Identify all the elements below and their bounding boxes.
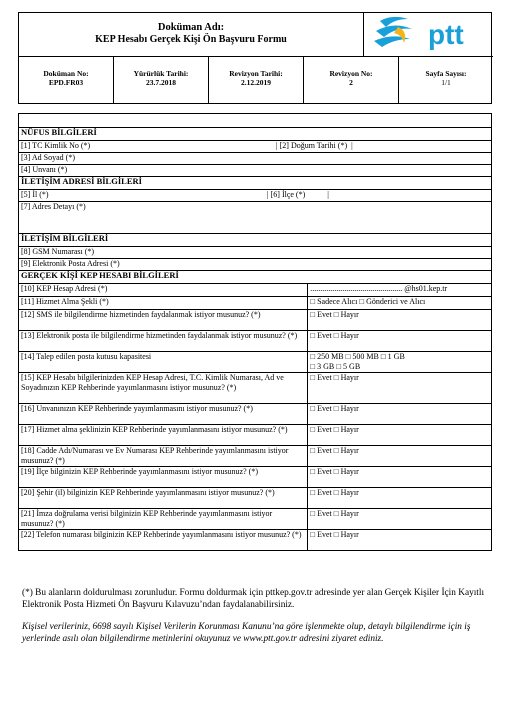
application-form [18, 113, 492, 551]
document-title [19, 13, 364, 57]
dogum-text: [2] Doğum Tarihi (*) [279, 141, 348, 150]
il-label: [5] İl (*) [21, 190, 49, 199]
required-fields-note: (*) Bu alanların doldurulması zorunludur. Formu doldurmak için pttkep.gov.tr adresinde yer alan Gerçek Kişiler İçin Kayıtlı Elektronik Posta Hizmeti Ön Başvuru Kılavuzu’ndan faydalanabilirsiniz. [22, 588, 485, 610]
adres-row[interactable] [19, 202, 492, 234]
privacy-notice: Kişisel verileriniz, 6698 sayılı Kişisel Verilerin Korunması Kanunu’na göre işlenmekte olup, detaylı bilgilendirme için iş yerlerinde asılı olan bilgilendirme metinlerini okuyunuz ve www.ptt.gov.tr adresini ziyaret ediniz. [22, 622, 471, 644]
unvan-label: [4] Unvanı (*) [21, 165, 68, 174]
unvan-row[interactable] [19, 165, 492, 177]
kep-q-21: [21] İmza doğrulama verisi bilginizin KEP Rehberinde yayımlanmasını istiyor musunuz? (*) [19, 509, 308, 530]
kep-a-21[interactable]: □ Evet □ Hayır [308, 509, 492, 530]
kep-a-13[interactable]: □ Evet □ Hayır [308, 331, 492, 352]
document-header [18, 12, 492, 104]
section-kep: GERÇEK KİŞİ KEP HESABI BİLGİLERİ [19, 271, 492, 284]
capacity-options-line1[interactable]: □ 250 MB □ 500 MB □ 1 GB [310, 352, 405, 361]
kep-q-18: [18] Cadde Adı/Numarası ve Ev Numarası KEP Rehberinde yayımlanmasını istiyor musunuz? (*) [19, 446, 308, 467]
document-meta [19, 57, 493, 104]
kep-a-20[interactable]: □ Evet □ Hayır [308, 488, 492, 509]
meta-label: Revizyon No: [329, 69, 373, 78]
ptt-logo-icon [364, 13, 491, 55]
eposta-label: [9] Elektronik Posta Adresi (*) [21, 259, 120, 268]
kep-a-11[interactable]: □ Sadece Alıcı □ Gönderici ve Alıcı [308, 297, 492, 310]
meta-page-count [399, 57, 493, 104]
meta-revision-date [209, 57, 304, 104]
section-iletisim-adres: İLETİŞİM ADRESİ BİLGİLERİ [19, 177, 492, 190]
kep-a-14[interactable] [308, 352, 492, 373]
tc-label: [1] TC Kimlik No (*) [21, 141, 91, 150]
kep-a-19[interactable]: □ Evet □ Hayır [308, 467, 492, 488]
ptt-logo [364, 13, 493, 57]
kep-q-19: [19] İlçe bilginizin KEP Rehberinde yayımlanmasını istiyor musunuz? (*) [19, 467, 308, 488]
kep-q-11: [11] Hizmet Alma Şekli (*) [19, 297, 308, 310]
meta-label: Doküman No: [43, 69, 89, 78]
dogum-label[interactable]: | [2] Doğum Tarihi (*) | [276, 141, 353, 150]
kep-q-20: [20] Şehir (il) bilginizin KEP Rehberinde yayımlanmasını istiyor musunuz? (*) [19, 488, 308, 509]
meta-value: 23.7.2018 [146, 78, 176, 87]
ilce-label[interactable]: | [6] İlçe (*) | [267, 190, 329, 199]
logo-text: ptt [428, 19, 464, 50]
kep-a-16[interactable]: □ Evet □ Hayır [308, 404, 492, 425]
il-ilce-row[interactable] [19, 190, 492, 202]
ilce-text: [6] İlçe (*) [270, 190, 306, 199]
section-nufus: NÜFUS BİLGİLERİ [19, 128, 492, 141]
kep-q-22: [22] Telefon numarası bilginizin KEP Rehberinde yayımlanmasını istiyor musunuz? (*) [19, 530, 308, 551]
meta-effective-date [114, 57, 209, 104]
meta-value: 1/1 [441, 78, 451, 87]
kep-q-10: [10] KEP Hesap Adresi (*) [19, 284, 308, 297]
kep-a-15[interactable]: □ Evet □ Hayır [308, 373, 492, 404]
kep-q-12: [12] SMS ile bilgilendirme hizmetinden faydalanmak istiyor musunuz? (*) [19, 310, 308, 331]
meta-label: Revizyon Tarihi: [229, 69, 283, 78]
kep-q-13: [13] Elektronik posta ile bilgilendirme hizmetinden faydalanmak istiyor musunuz? (*) [19, 331, 308, 352]
title-line1: Doküman Adı: [157, 22, 225, 33]
meta-label: Sayfa Sayısı: [425, 69, 467, 78]
meta-revision-no [304, 57, 399, 104]
capacity-options-line2[interactable]: □ 3 GB □ 5 GB [310, 361, 361, 371]
adres-label: [7] Adres Detayı (*) [21, 202, 86, 211]
gsm-label: [8] GSM Numarası (*) [21, 247, 95, 256]
kep-a-18[interactable]: □ Evet □ Hayır [308, 446, 492, 467]
kep-q-15: [15] KEP Hesabı bilgilerinizden KEP Hesap Adresi, T.C. Kimlik Numarası, Ad ve Soyadınızın KEP Rehberinde yayımlanmasını istiyor musunuz? (*) [19, 373, 308, 404]
kep-q-14: [14] Talep edilen posta kutusu kapasitesi [19, 352, 308, 373]
eposta-row[interactable] [19, 259, 492, 271]
meta-doc-no [19, 57, 114, 104]
meta-label: Yürürlük Tarihi: [133, 69, 189, 78]
meta-value: EPD.FR03 [48, 78, 84, 87]
tc-dogum-row[interactable] [19, 141, 492, 153]
section-iletisim: İLETİŞİM BİLGİLERİ [19, 234, 492, 247]
ad-label: [3] Ad Soyad (*) [21, 153, 75, 162]
gsm-row[interactable] [19, 247, 492, 259]
ad-row[interactable] [19, 153, 492, 165]
title-line2: KEP Hesabı Gerçek Kişi Ön Başvuru Formu [95, 34, 287, 45]
kep-a-17[interactable]: □ Evet □ Hayır [308, 425, 492, 446]
kep-q-16: [16] Unvanınızın KEP Rehberinde yayımlanmasını istiyor musunuz? (*) [19, 404, 308, 425]
kep-address-field[interactable]: .............................................. @hs01.kep.tr [308, 284, 492, 297]
kep-a-12[interactable]: □ Evet □ Hayır [308, 310, 492, 331]
spacer-row [19, 114, 492, 128]
meta-value: 2 [349, 78, 353, 87]
kep-a-22[interactable]: □ Evet □ Hayır [308, 530, 492, 551]
meta-value: 2.12.2019 [241, 78, 271, 87]
kep-q-17: [17] Hizmet alma şeklinizin KEP Rehberinde yayımlanmasını istiyor musunuz? (*) [19, 425, 308, 446]
